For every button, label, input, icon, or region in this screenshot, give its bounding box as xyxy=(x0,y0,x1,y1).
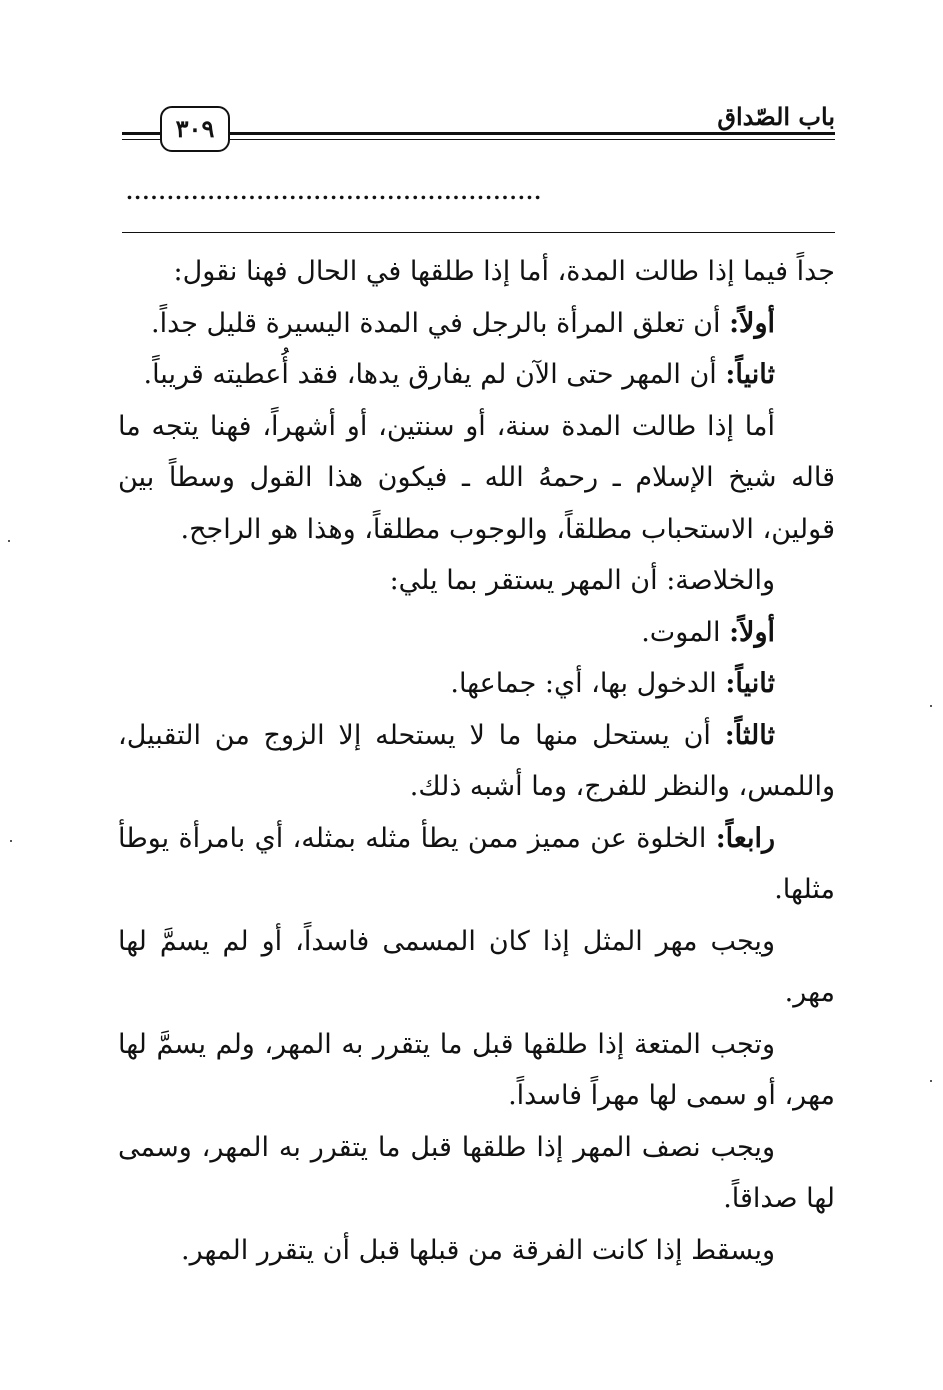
body-text xyxy=(118,246,835,1276)
paragraph-2 xyxy=(118,349,835,401)
paragraph-6-text: الدخول بها، أي: جماعها. xyxy=(450,668,726,699)
paragraph-2-lead: ثانياً: xyxy=(725,359,775,390)
footnote-dots: ................................................... xyxy=(126,180,543,204)
paragraph-10 xyxy=(118,1019,835,1122)
header-rule-left xyxy=(122,132,160,140)
section-divider xyxy=(122,232,835,233)
scan-speck xyxy=(10,840,12,842)
paragraph-12 xyxy=(118,1225,835,1277)
paragraph-8-text: الخلوة عن مميز ممن يطأ مثله بمثله، أي بامرأة يوطأ مثلها. xyxy=(118,822,835,905)
paragraph-11-text: ويجب نصف المهر إذا طلقها قبل ما يتقرر به المهر، وسمى لها صداقاً. xyxy=(118,1131,835,1214)
page-number: ٣٠٩ xyxy=(160,106,230,152)
paragraph-3 xyxy=(118,401,835,556)
paragraph-2-text: أن المهر حتى الآن لم يفارق يدها، فقد أُعطيته قريباً. xyxy=(143,359,726,390)
paragraph-9-text: ويجب مهر المثل إذا كان المسمى فاسداً، أو لم يسمَّ لها مهر. xyxy=(118,925,835,1008)
paragraph-5 xyxy=(118,607,835,659)
paragraph-10-text: وتجب المتعة إذا طلقها قبل ما يتقرر به المهر، ولم يسمَّ لها مهر، أو سمى لها مهراً فاسداً. xyxy=(118,1028,835,1111)
paragraph-3-text: أما إذا طالت المدة سنة، أو سنتين، أو أشهراً، فهنا يتجه ما قاله شيخ الإسلام ـ رحمهُ الله ـ فيكون هذا القول وسطاً بين قولين، الاستحباب مطلقاً، والوجوب مطلقاً، وهذا هو الراجح. xyxy=(118,410,835,545)
paragraph-6-lead: ثانياً: xyxy=(725,668,775,699)
paragraph-4 xyxy=(118,555,835,607)
paragraph-1 xyxy=(118,298,835,350)
paragraph-0 xyxy=(118,246,835,298)
paragraph-7-text: أن يستحل منها ما لا يستحله إلا الزوج من التقبيل، واللمس، والنظر للفرج، وما أشبه ذلك. xyxy=(118,719,835,802)
scan-speck xyxy=(8,540,10,542)
header-rule xyxy=(230,132,835,140)
scan-speck xyxy=(930,705,932,707)
paragraph-7 xyxy=(118,710,835,813)
paragraph-5-lead: أولاً: xyxy=(729,616,775,648)
paragraph-1-text: أن تعلق المرأة بالرجل في المدة اليسيرة قليل جداً. xyxy=(151,307,730,339)
paragraph-8 xyxy=(118,813,835,916)
paragraph-1-lead: أولاً: xyxy=(729,307,775,339)
chapter-title: باب الصّداق xyxy=(717,102,835,131)
scan-speck xyxy=(930,1080,932,1082)
paragraph-11 xyxy=(118,1122,835,1225)
paragraph-4-text: والخلاصة: أن المهر يستقر بما يلي: xyxy=(389,565,775,596)
paragraph-9 xyxy=(118,916,835,1019)
paragraph-12-text: ويسقط إذا كانت الفرقة من قبلها قبل أن يتقرر المهر. xyxy=(181,1234,775,1266)
paragraph-8-lead: رابعاً: xyxy=(715,822,775,854)
paragraph-5-text: الموت. xyxy=(641,616,730,648)
paragraph-6 xyxy=(118,658,835,710)
paragraph-7-lead: ثالثاً: xyxy=(724,719,775,751)
paragraph-0-text: جداً فيما إذا طالت المدة، أما إذا طلقها في الحال فهنا نقول: xyxy=(173,256,835,287)
